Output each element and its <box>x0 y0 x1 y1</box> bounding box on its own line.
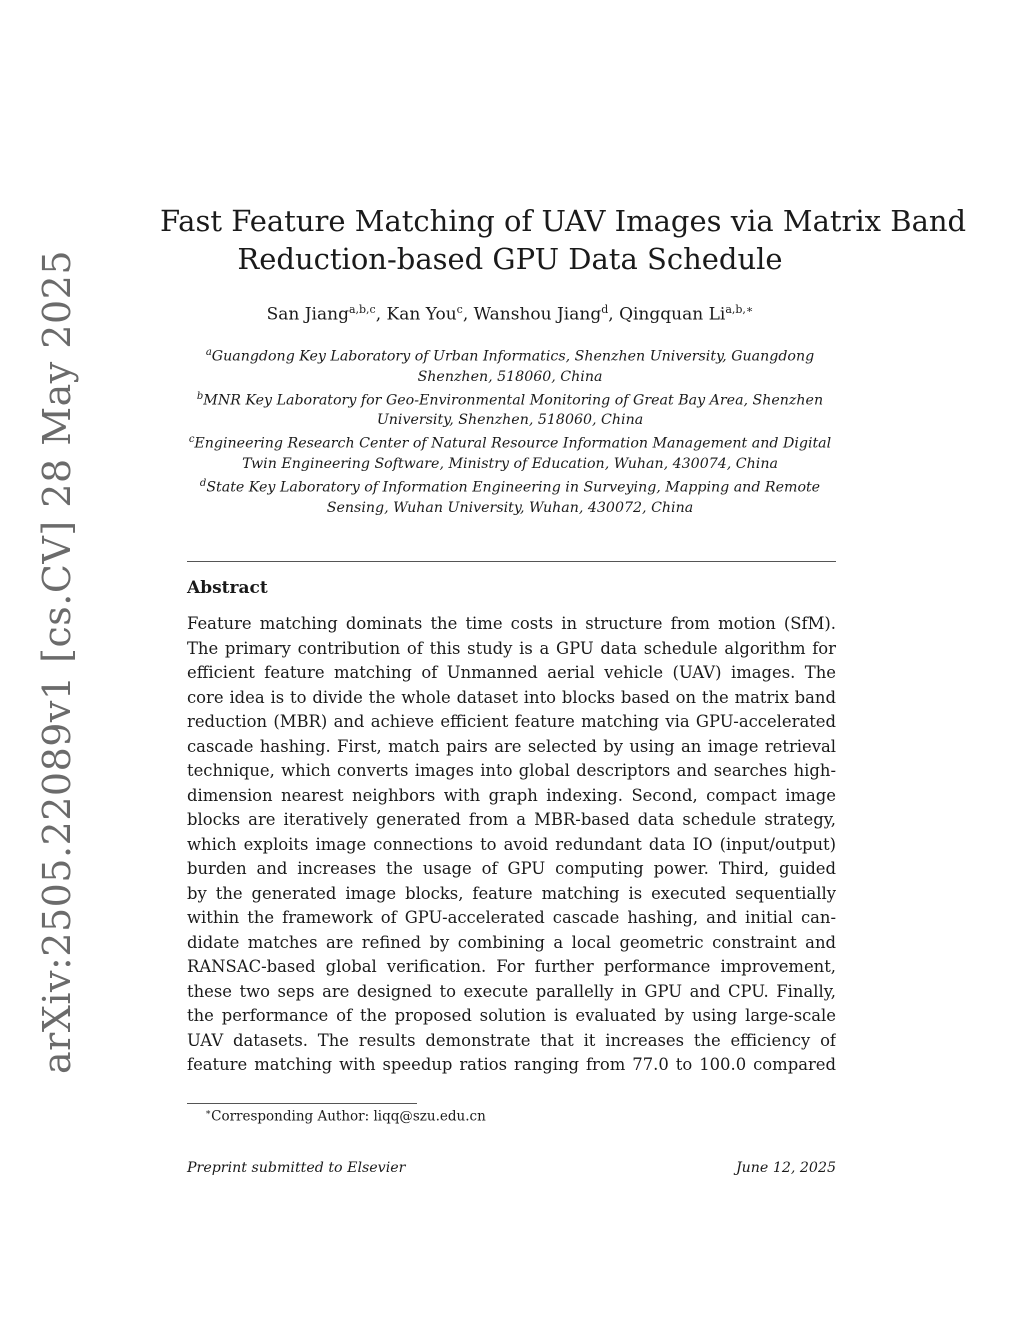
abstract-line: Feature matching dominats the time costs in structure from motion (SfM). <box>187 614 836 633</box>
affiliation-line <box>170 474 850 498</box>
abstract-line: efficient feature matching of Unmanned aerial vehicle (UAV) images. The <box>187 663 836 682</box>
abstract-line: within the framework of GPU-accelerated cascade hashing, and initial can- <box>187 908 836 927</box>
footer-preprint-note: Preprint submitted to Elsevier <box>187 1160 406 1176</box>
title-line: Reduction-based GPU Data Schedule <box>237 242 783 276</box>
author-name: Qingquan Li <box>619 304 726 325</box>
corresponding-author-footnote <box>205 1108 486 1125</box>
abstract-heading: Abstract <box>187 578 268 598</box>
abstract-line: the performance of the proposed solution is evaluated by using large-scale <box>187 1006 836 1025</box>
abstract-line: UAV datasets. The results demonstrate that it increases the efficiency of <box>187 1030 836 1050</box>
author-name: San Jiang <box>266 304 349 325</box>
affiliation-mark: d <box>199 478 207 490</box>
affiliation-text: Guangdong Key Laboratory of Urban Informatics, Shenzhen University, Guangdong <box>211 348 815 365</box>
abstract-body <box>187 612 836 1078</box>
affiliation-line: Sensing, Wuhan University, Wuhan, 430072, China <box>326 499 694 516</box>
footnote-mark: ∗ <box>205 1108 212 1118</box>
affiliation-mark: b <box>196 390 204 402</box>
author-separator: , <box>462 304 474 325</box>
affiliation-mark: c <box>188 434 195 446</box>
affiliation-mark: a <box>205 347 212 358</box>
abstract-line: feature matching with speedup ratios ranging from 77.0 to 100.0 compared <box>187 1055 836 1074</box>
affiliation-line: Twin Engineering Software, Ministry of Education, Wuhan, 430074, China <box>242 456 778 473</box>
footnote-rule <box>187 1103 417 1104</box>
affiliation-text: State Key Laboratory of Information Engineering in Surveying, Mapping and Remote <box>206 479 821 496</box>
affiliation-line <box>170 343 850 367</box>
affiliation-line: University, Shenzhen, 518060, China <box>376 412 644 429</box>
author-affiliation-marks: a,b,∗ <box>725 303 754 316</box>
abstract-line: The primary contribution of this study is a GPU data schedule algorithm for <box>187 638 836 658</box>
abstract-top-rule <box>187 561 836 562</box>
arxiv-identifier: arXiv:2505.22089v1 [cs.CV] 28 May 2025 <box>35 249 79 1075</box>
author-name: Kan You <box>386 304 457 325</box>
abstract-line: by the generated image blocks, feature matching is executed sequentially <box>187 883 836 903</box>
footnote-text: Corresponding Author: liqq@szu.edu.cn <box>211 1108 486 1125</box>
affiliation-line: Shenzhen, 518060, China <box>417 368 603 385</box>
footer-date: June 12, 2025 <box>735 1160 836 1176</box>
abstract-line: didate matches are refined by combining a local geometric constraint and <box>187 932 836 952</box>
affiliation <box>170 387 850 431</box>
affiliation-text: Engineering Research Center of Natural Resource Information Management and Digital <box>194 436 832 453</box>
affiliation <box>170 343 850 387</box>
paper-title <box>160 202 967 278</box>
author-affiliation-marks: a,b,c <box>348 303 376 316</box>
affiliation <box>170 474 850 518</box>
abstract-line: technique, which converts images into global descriptors and searches high- <box>187 761 836 780</box>
author-separator: , <box>375 304 387 325</box>
abstract-line: blocks are iteratively generated from a MBR-based data schedule strategy, <box>187 810 836 829</box>
abstract-line: burden and increases the usage of GPU computing power. Third, guided <box>187 859 836 878</box>
abstract-line: cascade hashing. First, match pairs are selected by using an image retrieval <box>187 736 836 756</box>
abstract-line: reduction (MBR) and achieve efficient feature matching via GPU-accelerated <box>187 712 836 731</box>
author-affiliation-marks: c <box>456 303 463 316</box>
abstract-line: dimension nearest neighbors with graph indexing. Second, compact image <box>187 785 836 805</box>
author-name: Wanshou Jiang <box>473 304 602 325</box>
affiliation-line <box>170 387 850 411</box>
affiliation-line <box>170 430 850 454</box>
affiliation <box>170 430 850 474</box>
abstract-line: core idea is to divide the whole dataset into blocks based on the matrix band <box>187 687 836 707</box>
abstract-line: which exploits image connections to avoid redundant data IO (input/output) <box>187 834 836 854</box>
abstract-line: these two seps are designed to execute parallelly in GPU and CPU. Finally, <box>187 981 836 1001</box>
title-line: Fast Feature Matching of UAV Images via Matrix Band <box>160 204 967 238</box>
author-list <box>160 303 860 325</box>
author-separator: , <box>608 304 620 325</box>
author-affiliation-marks: d <box>601 303 609 316</box>
affiliation-text: MNR Key Laboratory for Geo-Environmental Monitoring of Great Bay Area, Shenzhen <box>203 392 824 409</box>
affiliation-list <box>170 343 850 518</box>
abstract-line: RANSAC-based global verification. For further performance improvement, <box>187 957 836 976</box>
